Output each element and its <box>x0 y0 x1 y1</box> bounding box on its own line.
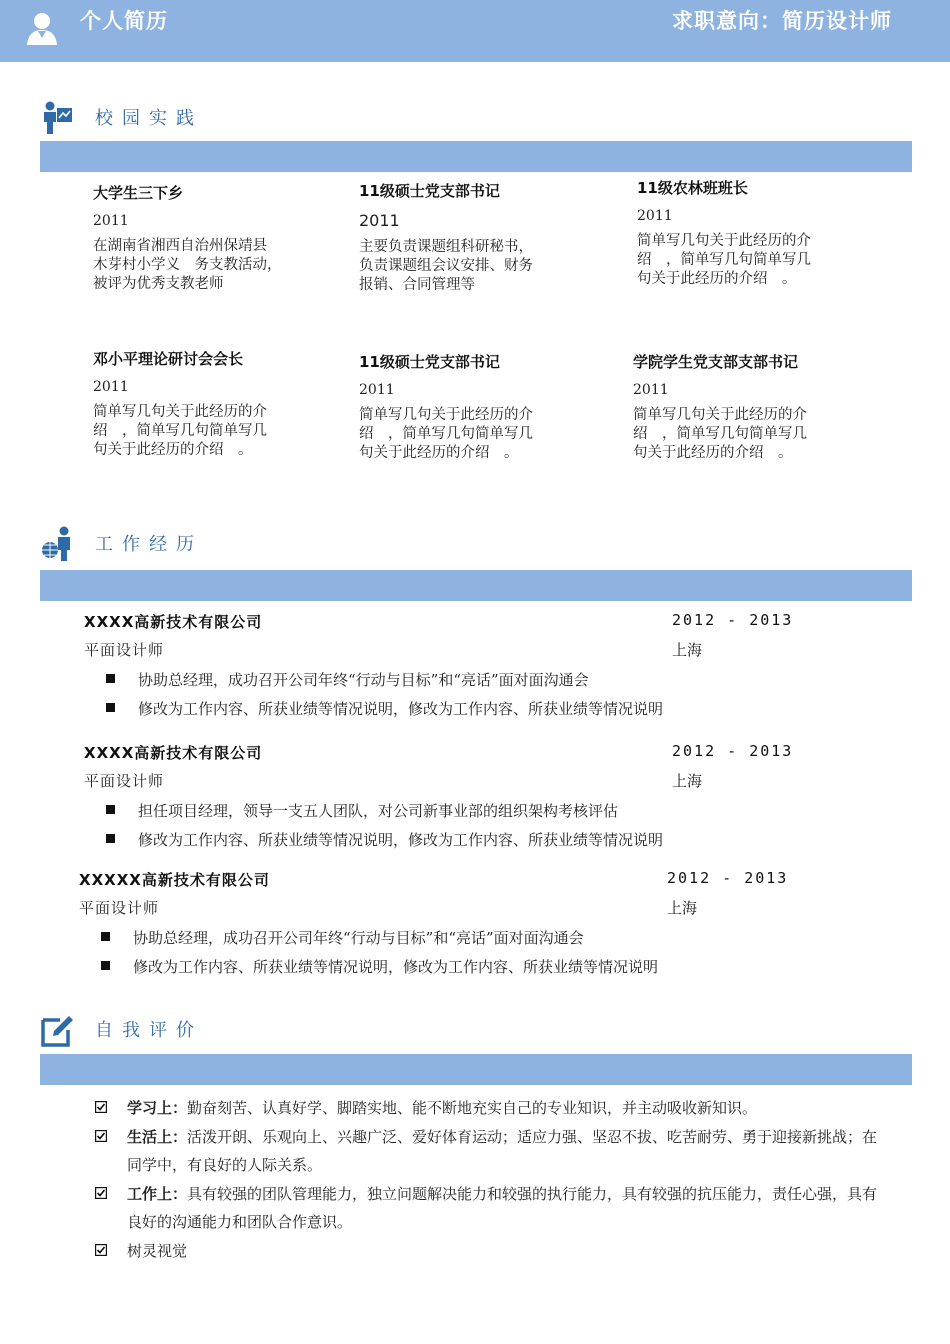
edit-icon <box>40 1012 76 1048</box>
section-divider-bar <box>40 570 912 601</box>
bullet-square-icon <box>106 674 115 683</box>
list-item <box>95 1237 885 1266</box>
company-name: XXXXX高新技术有限公司 <box>79 871 270 889</box>
list-item <box>95 1180 885 1237</box>
practice-item <box>359 180 574 295</box>
practice-desc: 在湖南省湘西自治州保靖县 木芽村小学义 务支教活动， 被评为优秀支教老师 <box>93 238 282 292</box>
job-dates: 2012 - 2013 <box>672 742 794 760</box>
bullet-square-icon <box>101 932 110 941</box>
practice-title: 11级农林班班长 <box>637 179 748 197</box>
practice-item <box>633 351 848 463</box>
job-location: 上海 <box>672 772 703 790</box>
job-role: 平面设计师 <box>84 772 165 790</box>
bullet-square-icon <box>106 834 115 843</box>
practice-item <box>93 348 308 460</box>
practice-title: 大学生三下乡 <box>93 184 184 202</box>
user-icon <box>24 10 60 46</box>
eval-label: 生活上： <box>127 1127 188 1146</box>
practice-title: 11级硕士党支部书记 <box>359 182 500 200</box>
eval-label: 学习上： <box>127 1099 188 1117</box>
eval-text: 树灵视觉 <box>127 1241 188 1260</box>
practice-year: 2011 <box>633 382 669 398</box>
section-divider-bar <box>40 141 912 172</box>
practice-title: 邓小平理论研讨会会长 <box>93 350 244 368</box>
job-role: 平面设计师 <box>79 899 160 917</box>
job-location: 上海 <box>672 641 703 659</box>
job-location: 上海 <box>667 899 698 917</box>
list-item: 担任项目经理，领导一支五人团队，对公司新事业部的组织架构考核评估 <box>84 800 824 829</box>
job-intent: 求职意向：简历设计师 <box>672 9 892 33</box>
list-item <box>95 1094 885 1123</box>
job-dates: 2012 - 2013 <box>667 869 789 887</box>
list-item: 修改为工作内容、所获业绩等情况说明，修改为工作内容、所获业绩等情况说明 <box>84 829 824 858</box>
section-title: 自我评价 <box>95 1020 203 1041</box>
practice-desc: 简单写几句关于此经历的介 绍 ，简单写几句简单写几 句关于此经历的介绍 。 <box>633 407 807 461</box>
job-entry <box>84 742 824 858</box>
resume-title: 个人简历 <box>80 9 168 33</box>
checkbox-checked-icon <box>95 1187 107 1199</box>
header-bar <box>0 0 950 62</box>
bullet-square-icon <box>101 961 110 970</box>
checkbox-checked-icon <box>95 1130 107 1142</box>
practice-year: 2011 <box>93 213 129 229</box>
bullet-square-icon <box>106 805 115 814</box>
section-title: 校园实践 <box>95 108 203 129</box>
job-entry <box>84 611 824 727</box>
list-item: 修改为工作内容、所获业绩等情况说明，修改为工作内容、所获业绩等情况说明 <box>84 698 824 727</box>
list-item: 协助总经理，成功召开公司年终“行动与目标”和“亮话”面对面沟通会 <box>84 669 824 698</box>
eval-text: 勤奋刻苦、认真好学、脚踏实地、能不断地充实自己的专业知识，并主动吸收新知识。 <box>187 1099 758 1117</box>
practice-item <box>637 177 852 289</box>
practice-year: 2011 <box>93 379 129 395</box>
practice-desc: 简单写几句关于此经历的介 绍 ，简单写几句简单写几 句关于此经历的介绍 。 <box>637 233 811 287</box>
business-person-icon <box>40 526 76 562</box>
company-name: XXXX高新技术有限公司 <box>84 613 263 631</box>
checkbox-checked-icon <box>95 1101 107 1113</box>
practice-item <box>93 182 308 294</box>
checkbox-checked-icon <box>95 1244 107 1256</box>
list-item: 协助总经理，成功召开公司年终“行动与目标”和“亮话”面对面沟通会 <box>79 927 819 956</box>
practice-desc: 主要负责课题组科研秘书， 负责课题组会议安排、财务 报销、合同管理等 <box>359 239 533 293</box>
list-item <box>95 1123 885 1180</box>
eval-text: 活泼开朗、乐观向上、兴趣广泛、爱好体育运动；适应力强、坚忍不拔、吃苦耐劳、勇于迎接新挑战；在同学中，有良好的人际关系。 <box>127 1127 878 1174</box>
practice-year: 2011 <box>359 211 400 230</box>
practice-desc: 简单写几句关于此经历的介 绍 ，简单写几句简单写几 句关于此经历的介绍 。 <box>93 404 267 458</box>
company-name: XXXX高新技术有限公司 <box>84 744 263 762</box>
self-evaluation-list <box>95 1094 885 1265</box>
practice-item <box>359 351 574 463</box>
job-role: 平面设计师 <box>84 641 165 659</box>
presenter-icon <box>40 100 76 136</box>
job-entry <box>79 869 819 985</box>
practice-desc: 简单写几句关于此经历的介 绍 ，简单写几句简单写几 句关于此经历的介绍 。 <box>359 407 533 461</box>
job-dates: 2012 - 2013 <box>672 611 794 629</box>
practice-title: 11级硕士党支部书记 <box>359 353 500 371</box>
list-item: 修改为工作内容、所获业绩等情况说明，修改为工作内容、所获业绩等情况说明 <box>79 956 819 985</box>
bullet-square-icon <box>106 703 115 712</box>
section-divider-bar <box>40 1054 912 1085</box>
practice-title: 学院学生党支部支部书记 <box>633 353 799 371</box>
practice-year: 2011 <box>637 208 673 224</box>
eval-label: 工作上： <box>127 1184 188 1203</box>
section-title: 工作经历 <box>95 534 203 555</box>
practice-year: 2011 <box>359 382 395 398</box>
eval-text: 具有较强的团队管理能力，独立问题解决能力和较强的执行能力，具有较强的抗压能力，责任心强，具有良好的沟通能力和团队合作意识。 <box>127 1184 878 1231</box>
